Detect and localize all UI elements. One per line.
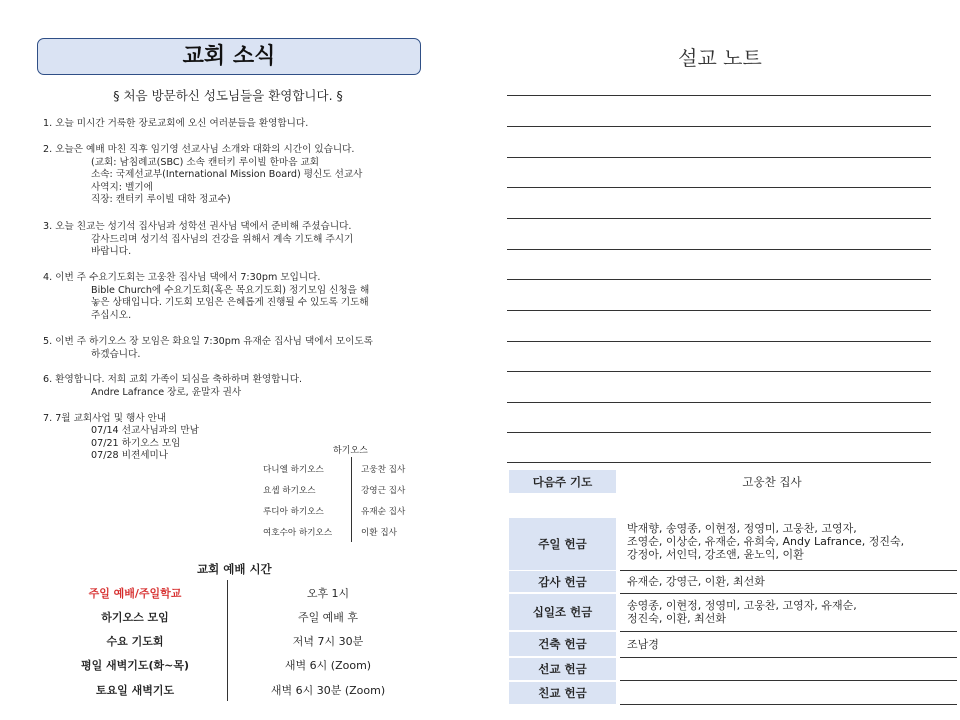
hagios-divider (351, 457, 352, 542)
news-line: Bible Church에 수요기도회(혹은 목요기도회) 정기모임 신청을 해 (91, 284, 370, 296)
news-line: (교회: 남침례교(SBC) 소속 캔터키 루이빌 한마음 교회 (91, 156, 320, 168)
offering-line: 조영순, 이상순, 유재순, 유희숙, Andy Lafrance, 정진숙, (627, 535, 905, 548)
news-line: 6. 환영합니다. 저희 교회 가족이 되심을 축하하며 환영합니다. (43, 374, 303, 385)
news-line: 소속: 국제선교부(International Mission Board) 평신도 선교사 (91, 169, 363, 180)
offering-label: 건축 헌금 (509, 632, 616, 656)
note-line[interactable] (507, 371, 931, 372)
hagios-title: 하기오스 (333, 446, 368, 456)
news-line: 사역지: 벨기에 (91, 181, 153, 193)
hagios-group: 루디아 하기오스 (263, 507, 324, 517)
schedule-item: 07/28 비젼세미나 (91, 450, 169, 461)
hagios-group: 요셉 하기오스 (263, 486, 316, 496)
worship-label: 주일 예배/주일학교 (88, 587, 182, 600)
offering-names (627, 575, 765, 588)
schedule-item: 07/14 선교사님과의 만남 (91, 425, 199, 436)
news-line: 주십시오. (91, 309, 132, 321)
note-line[interactable] (507, 462, 931, 463)
news-line: 2. 오늘은 예배 마친 직후 임기영 선교사님 소개와 대화의 시간이 있습니다. (43, 144, 355, 155)
news-item-4 (43, 272, 369, 322)
offering-divider (620, 704, 957, 705)
offering-label: 친교 헌금 (509, 682, 616, 704)
offering-line: 정진숙, 이환, 최선화 (627, 612, 726, 625)
hagios-leader: 강영근 집사 (361, 486, 406, 496)
news-item-2 (43, 144, 362, 207)
hagios-leader: 유재순 집사 (361, 507, 406, 517)
offering-label: 감사 헌금 (509, 571, 616, 592)
hagios-leader: 고웅찬 집사 (361, 465, 406, 475)
welcome-message: § 처음 방문하신 성도님들을 환영합니다. § (113, 88, 343, 103)
news-line: 하겠습니다. (91, 348, 141, 360)
sermon-notes-title: 설교 노트 (678, 46, 762, 70)
offering-divider (620, 570, 957, 571)
offering-divider (620, 593, 957, 594)
news-line: 감사드리며 성기석 집사님의 건강을 위해서 계속 기도해 주시기 (91, 233, 354, 245)
news-item-3 (43, 221, 353, 259)
offering-line: 박재향, 송영종, 이현정, 정영미, 고웅찬, 고영자, (627, 522, 857, 535)
news-line: 7. 7월 교회사업 및 행사 안내 (43, 413, 167, 424)
worship-value: 새벽 6시 30분 (Zoom) (270, 684, 386, 697)
note-line[interactable] (507, 279, 931, 280)
offering-names (627, 638, 659, 651)
news-line: 5. 이번 주 하기오스 장 모임은 화요일 7:30pm 유재순 집사님 댁에서 모이도록 (43, 336, 373, 347)
note-line[interactable] (507, 249, 931, 250)
offering-divider (620, 657, 957, 658)
next-prayer-label: 다음주 기도 (509, 470, 616, 493)
note-line[interactable] (507, 218, 931, 219)
news-item-1 (43, 118, 308, 131)
worship-label: 평일 새벽기도(화~목) (80, 659, 190, 672)
offering-label: 십일조 헌금 (509, 594, 616, 630)
hagios-group: 다니엘 하기오스 (263, 465, 324, 475)
offering-label: 선교 헌금 (509, 658, 616, 680)
news-line: 3. 오늘 친교는 성기석 집사님과 성학선 권사님 댁에서 준비해 주셨습니다. (43, 221, 352, 232)
worship-value: 오후 1시 (306, 587, 350, 600)
news-item-7 (43, 413, 166, 426)
note-line[interactable] (507, 187, 931, 188)
schedule-item: 07/21 하기오스 모임 (91, 437, 181, 449)
offering-divider (620, 680, 957, 681)
worship-label: 수요 기도회 (106, 635, 164, 648)
worship-label: 토요일 새벽기도 (95, 684, 175, 697)
worship-value: 저녁 7시 30분 (292, 635, 364, 648)
note-line[interactable] (507, 341, 931, 342)
note-line[interactable] (507, 402, 931, 403)
next-prayer-value: 고웅찬 집사 (742, 475, 802, 489)
news-line: 놓은 상태입니다. 기도회 모임은 은혜롭게 진행될 수 있도록 기도해 (91, 297, 369, 308)
offering-line: 조남경 (627, 638, 659, 651)
news-line: 1. 오늘 미시간 거룩한 장로교회에 오신 여러분들을 환영합니다. (43, 118, 309, 129)
hagios-leader: 이환 집사 (361, 528, 397, 538)
news-item-5 (43, 336, 373, 361)
worship-label: 하기오스 모임 (101, 611, 169, 624)
offering-names (627, 522, 904, 561)
hagios-group: 여호수아 하기오스 (263, 528, 333, 538)
news-line: 바랍니다. (91, 246, 132, 257)
note-line[interactable] (507, 432, 931, 433)
news-item-6 (43, 374, 302, 399)
note-line[interactable] (507, 157, 931, 158)
note-line[interactable] (507, 95, 931, 96)
offering-line: 송영종, 이현정, 정영미, 고웅찬, 고영자, 유재순, (627, 599, 857, 612)
offering-line: 강정아, 서인덕, 강조앤, 윤노익, 이환 (627, 548, 804, 561)
event-schedule (43, 425, 199, 463)
news-line: 직장: 캔터키 루이빌 대학 정교수) (91, 194, 231, 205)
offering-names (627, 599, 857, 625)
worship-value: 주일 예배 후 (297, 611, 359, 624)
worship-times-title: 교회 예배 시간 (197, 562, 272, 576)
news-line: 4. 이번 주 수요기도회는 고웅찬 집사님 댁에서 7:30pm 모입니다. (43, 272, 321, 283)
news-line: Andre Lafrance 장로, 윤말자 권사 (91, 386, 242, 398)
note-line[interactable] (507, 310, 931, 311)
church-news-title: 교회 소식 (37, 38, 421, 75)
offering-label: 주일 헌금 (509, 518, 616, 570)
offering-line: 유재순, 강영근, 이환, 최선화 (627, 575, 765, 588)
note-line[interactable] (507, 126, 931, 127)
offering-divider (620, 631, 957, 632)
worship-value: 새벽 6시 (Zoom) (284, 659, 372, 672)
